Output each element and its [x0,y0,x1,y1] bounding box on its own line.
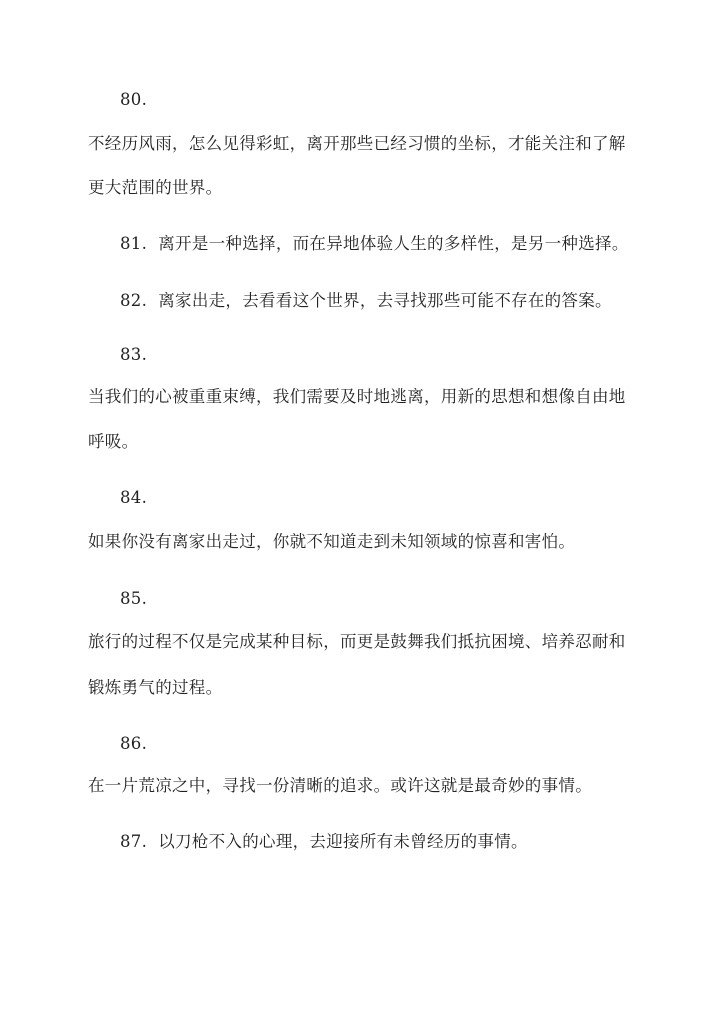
entry-80-line-1: 不经历风雨，怎么见得彩虹，离开那些已经习惯的坐标，才能关注和了解 [88,134,626,153]
entry-83-line-1: 当我们的心被重重束缚，我们需要及时地逃离，用新的思想和想像自由地 [88,387,626,406]
entry-80-number: 80. [120,90,148,109]
entry-85-line-1: 旅行的过程不仅是完成某种目标，而更是鼓舞我们抵抗困境、培养忍耐和 [88,632,626,651]
entry-85-number: 85. [120,589,148,608]
entry-87 [120,831,680,853]
entry-83-line-2: 呼吸。 [88,432,139,451]
entry-81-text: 离开是一种选择，而在异地体验人生的多样性，是另一种选择。 [158,234,629,253]
entry-85-line-2: 锻炼勇气的过程。 [88,678,223,697]
entry-81 [120,233,680,255]
entry-84-line-1: 如果你没有离家出走过，你就不知道走到未知领域的惊喜和害怕。 [88,532,576,551]
entry-82-text: 离家出走，去看看这个世界，去寻找那些可能不存在的答案。 [158,291,612,310]
entry-81-number: 81. [120,234,148,253]
entry-86-number: 86. [120,734,148,753]
entry-80-line-2: 更大范围的世界。 [88,178,223,197]
entry-86-line-1: 在一片荒凉之中，寻找一份清晰的追求。或许这就是最奇妙的事情。 [88,776,592,795]
entry-82-number: 82. [120,291,148,310]
entry-83-number: 83. [120,345,148,364]
entry-87-text: 以刀枪不入的心理，去迎接所有未曾经历的事情。 [158,832,528,851]
entry-87-number: 87. [120,832,148,851]
entry-84-number: 84. [120,488,148,507]
entry-82 [120,290,680,312]
